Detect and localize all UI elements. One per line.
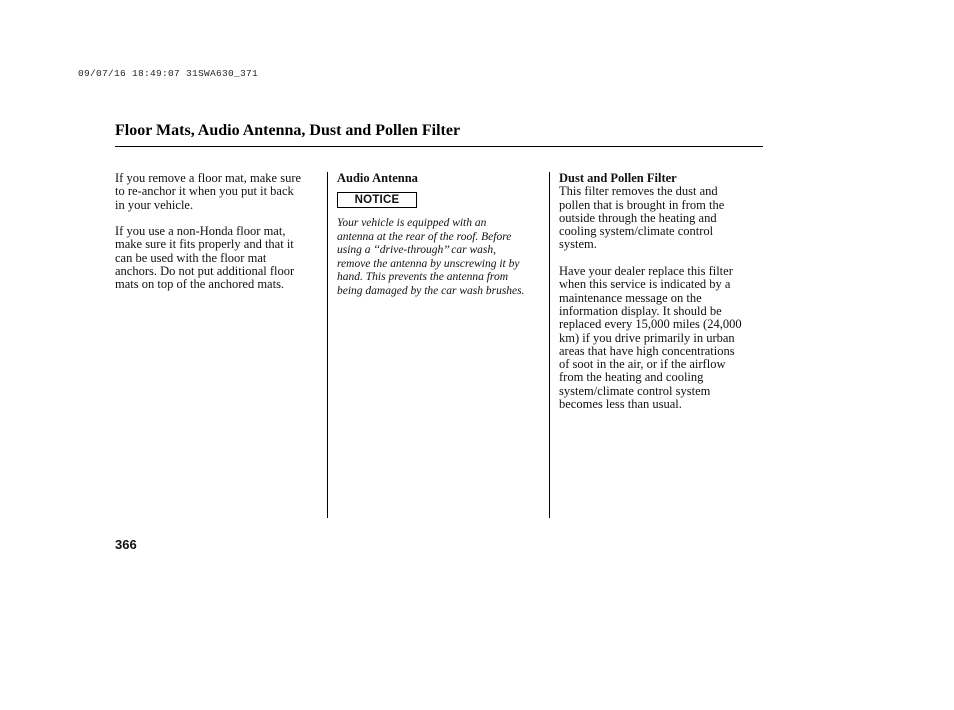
text-line: using a ‘‘drive-through’’ car wash, [337,244,496,257]
text-line: system/climate control system [559,383,711,398]
text-line: mats on top of the anchored mats. [115,277,285,292]
page-title: Floor Mats, Audio Antenna, Dust and Pollen Filter [115,122,461,139]
text-line: from the heating and cooling [559,370,704,385]
text-line: Have your dealer replace this filter [559,264,733,279]
floor-mats-column [115,172,321,292]
text-line: being damaged by the car wash brushes. [337,284,525,297]
section-heading-dust-pollen-filter: Dust and Pollen Filter [559,171,677,185]
text-line: make sure it fits properly and that it [115,237,294,252]
section-heading-audio-antenna: Audio Antenna [337,171,418,185]
text-line: If you remove a floor mat, make sure [115,171,302,185]
text-line: remove the antenna by unscrewing it by [337,257,520,270]
text-line: areas that have high concentrations [559,343,735,358]
paragraph-gap [559,252,757,265]
notice-text [337,217,547,298]
text-line: in your vehicle. [115,197,194,212]
text-line: anchors. Do not put additional floor [115,264,295,279]
text-line: cooling system/climate control [559,224,714,239]
text-line: can be used with the floor mat [115,250,267,265]
page-number: 366 [115,537,137,552]
text-line: This filter removes the dust and [559,184,718,199]
text-line: becomes less than usual. [559,397,682,412]
text-line: outside through the heating and [559,210,717,225]
text-line: pollen that is brought in from the [559,197,725,212]
text-line: replaced every 15,000 miles (24,000 [559,317,742,332]
text-line: to re-anchor it when you put it back [115,184,294,199]
text-line: antenna at the rear of the roof. Before [337,230,512,243]
title-rule [115,146,763,147]
text-line: Your vehicle is equipped with an [337,217,487,230]
text-line: maintenance message on the [559,290,702,305]
text-line: If you use a non-Honda floor mat, [115,224,286,239]
text-line: system. [559,237,597,252]
audio-antenna-column [337,172,547,298]
column-divider-2 [549,172,550,518]
text-line: when this service is indicated by a [559,277,731,292]
text-line: km) if you drive primarily in urban [559,330,735,345]
notice-badge: NOTICE [337,192,417,208]
paragraph-gap [115,212,321,225]
text-line: information display. It should be [559,303,722,318]
text-line: of soot in the air, or if the airflow [559,357,726,372]
dust-pollen-filter-column [559,172,757,411]
text-line: hand. This prevents the antenna from [337,271,508,284]
column-divider-1 [327,172,328,518]
print-stamp: 09/07/16 18:49:07 31SWA630_371 [78,68,259,79]
